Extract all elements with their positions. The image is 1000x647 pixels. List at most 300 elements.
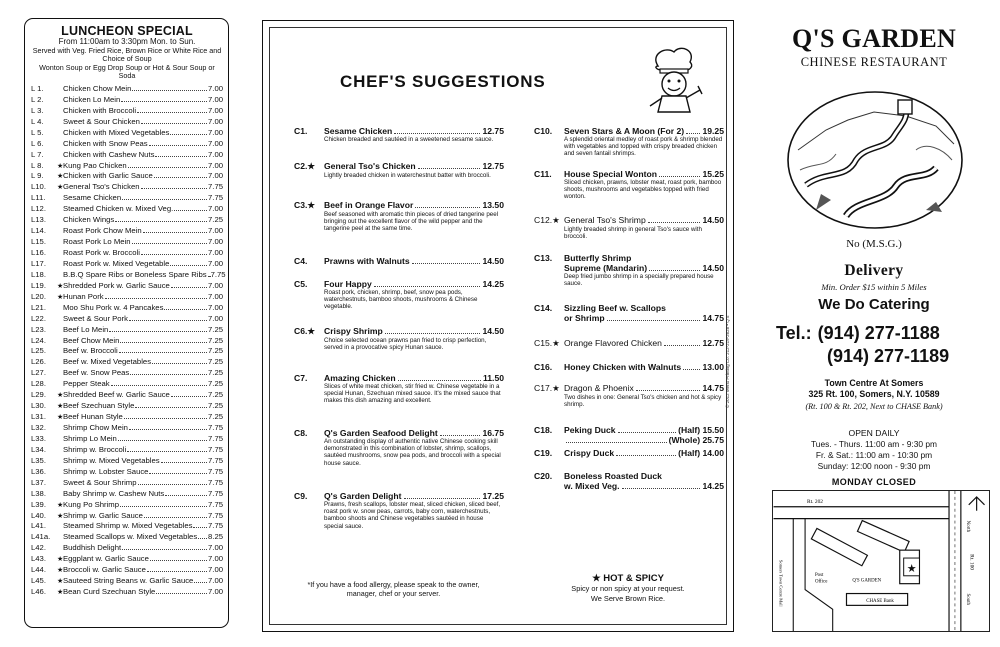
chef-item [534, 425, 724, 445]
luncheon-item-price: 7.25 [208, 412, 223, 422]
chef-item [534, 126, 724, 158]
dot-leader [154, 177, 207, 178]
dot-leader [648, 222, 701, 223]
spicy-star-icon: ★ [57, 162, 64, 170]
hot-spicy-title: ★ HOT & SPICY [592, 573, 664, 584]
chef-item [294, 200, 504, 233]
chef-item [294, 161, 504, 179]
luncheon-item-code: L21. [31, 302, 46, 312]
chef-item-name: Orange Flavored Chicken [564, 338, 662, 348]
luncheon-item-code: L16. [31, 248, 46, 258]
luncheon-item-price: 7.25 [208, 346, 223, 356]
luncheon-item-name: Beef Szechuan Style [63, 401, 135, 411]
hours-sunday: Sunday: 12:00 noon - 9:30 pm [817, 461, 931, 471]
luncheon-item-code: L 3. [31, 105, 44, 115]
luncheon-item-price: 7.00 [208, 116, 223, 126]
chef-item-name: Crispy Shrimp [324, 326, 383, 336]
spicy-star-icon: ★ [57, 512, 64, 520]
luncheon-item-code: L 6. [31, 138, 44, 148]
luncheon-item [31, 554, 223, 565]
great-wall-icon [786, 90, 964, 230]
center-name: Town Centre At Somers [824, 378, 924, 388]
dot-leader [616, 455, 676, 456]
luncheon-item-code: L43. [31, 554, 46, 564]
chef-item-code: C12. [534, 215, 553, 225]
dot-leader [150, 560, 207, 561]
luncheon-item [31, 532, 223, 543]
dot-leader [128, 167, 207, 168]
luncheon-item-name: Broccoli w. Garlic Sauce [63, 565, 146, 575]
dot-leader [105, 298, 207, 299]
dot-leader [130, 374, 207, 375]
chef-item-description: Slices of white meat chicken, stir fried w. Chinese vegetable in a special Hunan, Szechuan mixed sauce. It's the mixed sauce that makes this dish amazing and excellent. [324, 383, 501, 405]
luncheon-item-name: Steamed Shrimp w. Mixed Vegetables [63, 521, 193, 531]
dot-leader [115, 221, 207, 222]
spicy-star-icon: ★ [552, 383, 560, 393]
luncheon-item-price: 7.75 [208, 477, 223, 487]
chef-item-code: C11. [534, 169, 552, 179]
luncheon-item-price: 7.00 [208, 94, 223, 104]
chef-item-price: 15.25 [702, 169, 724, 179]
chef-item [534, 362, 724, 372]
luncheon-item-code: L13. [31, 215, 46, 225]
luncheon-item-code: L32. [31, 423, 46, 433]
chef-item-price: 14.50 [702, 215, 724, 225]
spicy-star-icon: ★ [307, 326, 316, 336]
luncheon-item-code: L20. [31, 291, 46, 301]
luncheon-item-price: 7.00 [208, 83, 223, 93]
chef-item-code: C17. [534, 383, 553, 393]
chef-item-description: Sliced chicken, prawns, lobster meat, roast pork, bamboo shoots, mushrooms and vegetables topped with fried wonton. [564, 179, 722, 201]
dot-leader [683, 369, 700, 370]
spicy-star-icon: ★ [57, 578, 64, 586]
luncheon-item [31, 346, 223, 357]
chef-item-code: C13. [534, 253, 553, 263]
chef-item-code: C18. [534, 425, 553, 435]
chef-item-code: C10. [534, 126, 553, 136]
luncheon-item-price: 7.75 [208, 521, 223, 531]
luncheon-item-name: Sweet & Sour Chicken [63, 116, 140, 126]
dot-leader [138, 484, 208, 485]
chef-item-code: C7. [294, 373, 308, 383]
luncheon-item [31, 139, 223, 150]
chef-item-price: 14.50 [482, 326, 504, 336]
dot-leader [155, 156, 207, 157]
luncheon-item-price: 7.25 [208, 324, 223, 334]
chef-item-price: 14.25 [482, 279, 504, 289]
chef-item-price: 11.50 [482, 373, 504, 383]
luncheon-item-name: Pepper Steak [63, 379, 110, 389]
map-label-bank: CHASE Bank [866, 598, 894, 604]
spicy-star-icon: ★ [552, 338, 560, 348]
dot-leader [164, 309, 207, 310]
luncheon-item-price: 7.25 [208, 335, 223, 345]
dot-leader [440, 435, 481, 436]
dot-leader [198, 538, 207, 539]
luncheon-item [31, 368, 223, 379]
chef-item-price: 13.00 [702, 362, 724, 372]
luncheon-item-code: L25. [31, 346, 46, 356]
chef-item-name: General Tso's Shrimp [564, 215, 646, 225]
luncheon-item-name: Sauteed String Beans w. Garlic Sauce [63, 576, 194, 586]
luncheon-item-code: L40. [31, 510, 46, 520]
luncheon-item-name: Roast Pork Lo Mein [63, 237, 131, 247]
luncheon-item-price: 7.00 [208, 554, 223, 564]
luncheon-item [31, 117, 223, 128]
luncheon-item [31, 314, 223, 325]
luncheon-item-name: Chicken Chow Mein [63, 83, 132, 93]
luncheon-item [31, 379, 223, 390]
chef-title: CHEF'S SUGGESTIONS [340, 72, 546, 91]
luncheon-item [31, 325, 223, 336]
dot-leader [135, 407, 207, 408]
chef-item-code: C19. [534, 448, 553, 458]
dot-leader [119, 352, 207, 353]
luncheon-item-price: 7.00 [208, 565, 223, 575]
luncheon-item [31, 423, 223, 434]
dot-leader [122, 549, 207, 550]
chef-item [294, 373, 504, 405]
luncheon-item-code: L15. [31, 237, 46, 247]
chef-item-description: Lightly breaded chicken in waterchestnut batter with broccoli. [324, 172, 491, 179]
luncheon-item [31, 565, 223, 576]
luncheon-item-name: Beef Hunan Style [63, 412, 123, 422]
phone-number-1[interactable]: (914) 277-1188 [817, 323, 940, 343]
luncheon-title: LUNCHEON SPECIAL [61, 24, 193, 38]
luncheon-item-code: L14. [31, 226, 46, 236]
spicy-star-icon: ★ [57, 501, 64, 509]
map-label-town-centre: Somers Town Centre Mall [778, 560, 784, 607]
luncheon-item-code: L 7. [31, 149, 44, 159]
spicy-star-icon: ★ [552, 215, 560, 225]
hot-spicy-note [548, 573, 708, 604]
luncheon-item [31, 521, 223, 532]
luncheon-item-code: L 2. [31, 94, 44, 104]
luncheon-item-code: L 5. [31, 127, 44, 137]
dot-leader [636, 390, 701, 391]
chef-item [534, 169, 724, 201]
luncheon-item-code: L 4. [31, 116, 44, 126]
luncheon-item-name: Kung Po Shrimp [63, 499, 119, 509]
dot-leader [156, 593, 207, 594]
chef-item-name: Sizzling Beef w. Scallops [564, 303, 666, 313]
dot-leader [149, 145, 207, 146]
map-label-post: Post [814, 572, 824, 578]
luncheon-served-with: Served with Veg. Fried Rice, Brown Rice or White Rice and Choice of Soup [32, 45, 222, 64]
luncheon-item-name: Chicken with Snow Peas [63, 138, 148, 148]
luncheon-soups: Wonton Soup or Egg Drop Soup or Hot & Sour Soup or Soda [39, 62, 215, 81]
luncheon-item [31, 281, 223, 292]
dot-leader [127, 451, 207, 452]
luncheon-item-name: Roast Pork Chow Mein [63, 226, 142, 236]
chef-item-description: Choice selected ocean prawns pan fried to crisp perfection, served in a provocative spicy Hunan sauce. [324, 337, 487, 352]
luncheon-item-code: L28. [31, 379, 46, 389]
chef-item-price: 16.75 [482, 428, 504, 438]
chef-item-description: Lightly breaded shrimp in general Tso's sauce with broccoli. [564, 226, 702, 241]
luncheon-item [31, 489, 223, 500]
spicy-star-icon: ★ [307, 161, 316, 171]
luncheon-item-name: Chicken Wings [63, 215, 115, 225]
chef-item-name: Sesame Chicken [324, 126, 393, 136]
directions-note: (Rt. 100 & Rt. 202, Next to CHASE Bank) [805, 402, 943, 411]
restaurant-name: Q'S GARDEN [791, 24, 957, 53]
map-restaurant-star-icon: ★ [906, 562, 917, 575]
chef-item-code: C6. [294, 326, 308, 336]
luncheon-item-name: Shrimp Chow Mein [63, 423, 128, 433]
spicy-star-icon: ★ [57, 556, 64, 564]
spicy-star-icon: ★ [57, 403, 64, 411]
chef-item-name: Crispy Duck [564, 448, 615, 458]
luncheon-item-name: Chicken Lo Mein [63, 94, 121, 104]
luncheon-item-price: 7.00 [208, 280, 223, 290]
chef-item [294, 279, 504, 311]
luncheon-item-name: Beef Chow Mein [63, 335, 120, 345]
delivery-heading: Delivery [844, 262, 904, 279]
chef-item-price: 15.50 [702, 425, 724, 435]
dot-leader [147, 571, 207, 572]
chef-item-price: 14.00 [702, 448, 724, 458]
luncheon-item-price: 7.00 [208, 138, 223, 148]
luncheon-item [31, 171, 223, 182]
luncheon-item-price: 7.00 [208, 171, 223, 181]
luncheon-item-price: 7.75 [210, 269, 226, 279]
luncheon-item-code: L24. [31, 335, 46, 345]
phone-number-2[interactable]: (914) 277-1189 [827, 346, 950, 366]
dot-leader [122, 199, 207, 200]
luncheon-item [31, 215, 223, 226]
luncheon-item [31, 193, 223, 204]
luncheon-item-name: Bean Curd Szechuan Style [63, 587, 156, 597]
luncheon-item-code: L27. [31, 368, 46, 378]
dot-leader [418, 168, 481, 169]
dot-leader [618, 432, 677, 433]
luncheon-item-price: 7.00 [208, 302, 223, 312]
luncheon-item-code: L22. [31, 313, 46, 323]
chef-item-price: 14.75 [702, 383, 724, 393]
printer-code: © 2012 Menu Printing Co. 212-219-2628 • Q'S [725, 315, 730, 408]
chef-mascot-icon [640, 44, 706, 114]
dot-leader [174, 210, 207, 211]
chef-item-price: 12.75 [702, 338, 724, 348]
luncheon-item-code: L 9. [31, 171, 44, 181]
luncheon-item-name: Steamed Chicken w. Mixed Veg. [63, 204, 174, 214]
spicy-star-icon: ★ [57, 173, 64, 181]
dot-leader [412, 263, 481, 264]
dot-leader [111, 385, 207, 386]
luncheon-item-price: 7.00 [208, 576, 223, 586]
phone-label: Tel.: [776, 323, 812, 343]
chef-item-code: C14. [534, 303, 553, 313]
luncheon-item [31, 269, 226, 281]
luncheon-item [31, 357, 223, 368]
dot-leader [170, 134, 207, 135]
luncheon-item [31, 445, 223, 456]
luncheon-item [31, 150, 223, 161]
chef-item-price: 14.75 [702, 313, 724, 323]
luncheon-item-name: Shredded Pork w. Garlic Sauce [63, 280, 170, 290]
luncheon-item-name: Beef Lo Mein [63, 324, 109, 334]
luncheon-item-price: 7.75 [208, 423, 223, 433]
luncheon-item-code: L35. [31, 455, 46, 465]
dot-leader [152, 363, 207, 364]
luncheon-item-name: Steamed Scallops w. Mixed Vegetables [63, 532, 198, 542]
spicy-star-icon: ★ [57, 293, 64, 301]
luncheon-item-code: L10. [31, 182, 46, 192]
dot-leader [120, 506, 207, 507]
dot-leader [664, 345, 701, 346]
luncheon-item [31, 128, 223, 139]
chef-item [294, 491, 504, 530]
luncheon-item [31, 292, 223, 303]
dot-leader [649, 270, 700, 271]
hot-spicy-line-2: We Serve Brown Rice. [590, 594, 666, 603]
luncheon-item-price: 7.25 [208, 215, 223, 225]
info-panel [758, 20, 990, 635]
chef-item-description: Two dishes in one: General Tso's chicken and hot & spicy shrimp. [564, 394, 722, 409]
dot-leader [385, 333, 481, 334]
luncheon-item-code: L 8. [31, 160, 44, 170]
luncheon-item-price: 7.00 [208, 127, 223, 137]
chef-item-name-cont: w. Mixed Veg. [564, 481, 620, 491]
luncheon-item-price: 7.00 [208, 543, 223, 553]
hours-block [758, 428, 990, 472]
luncheon-item-price: 7.75 [208, 182, 223, 192]
luncheon-item [31, 204, 223, 215]
chef-item-name: Amazing Chicken [324, 373, 396, 383]
luncheon-item-name: Roast Pork w. Mixed Vegetable [63, 258, 170, 268]
luncheon-item-name: Beef w. Snow Peas [63, 368, 130, 378]
dot-leader [622, 488, 701, 489]
luncheon-item [31, 259, 223, 270]
dot-leader [109, 331, 207, 332]
luncheon-item-name: Shrimp Lo Mein [63, 433, 117, 443]
chef-item-name: Four Happy [324, 279, 372, 289]
dot-leader [137, 112, 207, 113]
chef-item [294, 126, 504, 143]
dot-leader [171, 396, 207, 397]
luncheon-item-price: 7.00 [208, 313, 223, 323]
luncheon-item-name: Sweet & Sour Pork [63, 313, 128, 323]
chef-item [534, 471, 724, 491]
luncheon-item [31, 248, 223, 259]
chef-item-name: General Tso's Chicken [324, 161, 416, 171]
chef-item-name: Beef in Orange Flavor [324, 200, 414, 210]
chef-item-name: Peking Duck [564, 425, 616, 435]
dot-leader [124, 418, 207, 419]
luncheon-item-code: L44. [31, 565, 46, 575]
chef-item-name-cont: Supreme (Mandarin) [564, 263, 648, 273]
luncheon-item-name: Hunan Pork [63, 291, 104, 301]
luncheon-item-price: 7.00 [208, 587, 223, 597]
chef-item-code: C1. [294, 126, 308, 136]
luncheon-item-price: 7.00 [208, 160, 223, 170]
chef-item-description: Beef seasoned with aromatic thin pieces of dried tangerine peel bringing out the excellent flavor of the wild pepper and the tangerine peel at the same time. [324, 211, 499, 233]
address-block [758, 378, 990, 400]
spicy-star-icon: ★ [57, 392, 64, 400]
luncheon-item [31, 543, 223, 554]
luncheon-item-price: 7.00 [208, 237, 223, 247]
chef-item-code: C16. [534, 362, 553, 372]
dot-leader [141, 188, 208, 189]
luncheon-item-price: 7.25 [208, 401, 223, 411]
luncheon-item-code: L18. [31, 269, 46, 279]
hours-tue-thu: Tues. - Thurs. 11:00 am - 9:30 pm [811, 439, 937, 449]
luncheon-item-code: L19. [31, 280, 46, 290]
chef-item [294, 428, 504, 467]
luncheon-item-code: L 1. [31, 83, 44, 93]
luncheon-item-price: 7.75 [208, 499, 223, 509]
luncheon-item-price: 7.00 [208, 248, 223, 258]
luncheon-item-price: 7.00 [208, 204, 223, 214]
luncheon-item-name: Shrimp w. Mixed Vegetables [63, 455, 160, 465]
luncheon-item-code: L12. [31, 204, 46, 214]
dot-leader [120, 342, 207, 343]
chef-item-price: 19.25 [702, 126, 724, 136]
chef-item-name: Prawns with Walnuts [324, 256, 410, 266]
map-label-rt202: Rt. 202 [807, 498, 823, 505]
luncheon-item-name: Shrimp w. Broccoli [63, 444, 127, 454]
chef-item-name-cont: or Shrimp [564, 313, 605, 323]
chef-panel [262, 20, 734, 632]
chef-item [534, 253, 724, 287]
luncheon-hours: From 11:00am to 3:30pm Mon. to Sun. [58, 37, 196, 46]
dot-leader [398, 380, 481, 381]
luncheon-item-price: 7.00 [208, 105, 223, 115]
luncheon-item-code: L45. [31, 576, 46, 586]
chef-item-price: 12.75 [482, 161, 504, 171]
luncheon-item [31, 161, 223, 172]
dot-leader [129, 429, 207, 430]
luncheon-item-name: Shredded Beef w. Garlic Sauce [63, 390, 170, 400]
spicy-star-icon: ★ [57, 567, 64, 575]
luncheon-item-name: General Tso's Chicken [63, 182, 140, 192]
dot-leader [208, 276, 210, 277]
chef-item-name: Q's Garden Seafood Delight [324, 428, 438, 438]
chef-item-price: 13.50 [482, 200, 504, 210]
chef-item [534, 448, 724, 458]
chef-item [534, 383, 724, 408]
spicy-star-icon: ★ [57, 184, 64, 192]
restaurant-subtitle: CHINESE RESTAURANT [800, 55, 948, 69]
luncheon-item [31, 106, 223, 117]
chef-item-name: Dragon & Phoenix [564, 383, 634, 393]
minimum-order-note: Min. Order $15 within 5 Miles [821, 282, 927, 292]
open-daily-label: OPEN DAILY [848, 428, 900, 438]
dot-leader [659, 176, 701, 177]
chef-item-portion: (Half) [678, 425, 701, 435]
luncheon-item-name: Eggplant w. Garlic Sauce [63, 554, 149, 564]
luncheon-item-name: Beef w. Mixed Vegetables [63, 357, 152, 367]
chef-item-name: Honey Chicken with Walnuts [564, 362, 682, 372]
dot-leader [394, 133, 480, 134]
chef-item-code: C15. [534, 338, 553, 348]
luncheon-item-code: L41. [31, 521, 46, 531]
dot-leader [165, 495, 207, 496]
spicy-star-icon: ★ [57, 414, 64, 422]
dot-leader [144, 517, 207, 518]
hot-spicy-line-1: Spicy or non spicy at your request. [571, 584, 685, 593]
luncheon-item-price: 7.25 [208, 390, 223, 400]
luncheon-item-name: Moo Shu Pork w. 4 Pancakes [63, 302, 164, 312]
allergy-note: *If you have a food allergy, please speak to the owner, manager, chef or your server. [307, 580, 480, 598]
chef-item-name: Boneless Roasted Duck [564, 471, 662, 481]
luncheon-list [31, 83, 226, 598]
luncheon-item [31, 456, 223, 467]
location-map [772, 490, 990, 632]
luncheon-item-price: 7.00 [208, 226, 223, 236]
luncheon-item-price: 7.75 [208, 488, 223, 498]
map-label-north: North [964, 520, 970, 533]
